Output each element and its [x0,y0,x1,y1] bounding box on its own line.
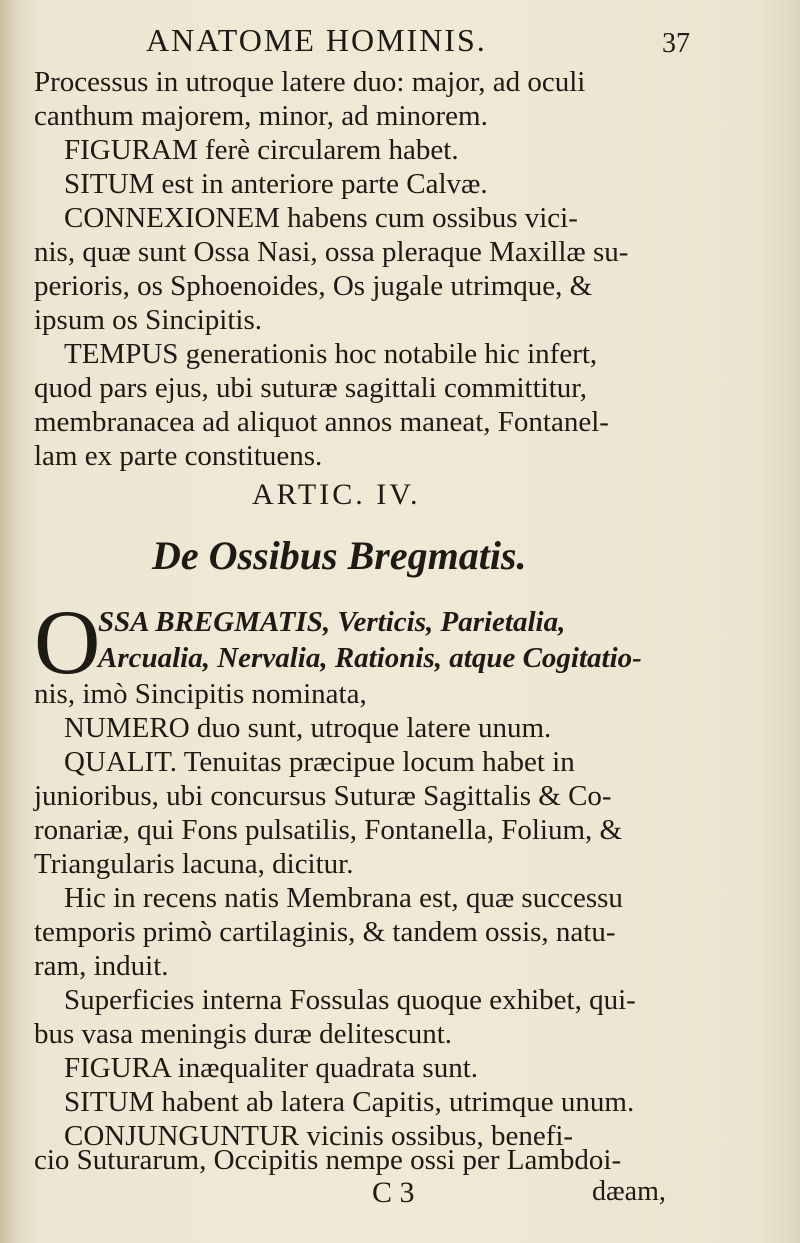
text-line: temporis primò cartilaginis, & tandem ossis, natu- [34,916,616,948]
text-line: membranacea ad aliquot annos maneat, Fontanel- [34,406,609,438]
text-line: nis, quæ sunt Ossa Nasi, ossa pleraque Maxillæ su- [34,236,629,268]
text-line: bus vasa meningis duræ delitescunt. [34,1018,453,1050]
text-line: Superficies interna Fossulas quoque exhibet, qui- [64,984,636,1016]
text-line: Hic in recens natis Membrana est, quæ successu [64,882,623,914]
text-line: TEMPUS generationis hoc notabile hic infert, [64,338,598,370]
text-line: ronariæ, qui Fons pulsatilis, Fontanella, Folium, & [34,814,623,846]
section-title: De Ossibus Bregmatis. [152,533,527,578]
text-line: perioris, os Sphoenoides, Os jugale utrimque, & [34,270,593,302]
text-line: ram, induit. [34,950,169,982]
text-line: CONNEXIONEM habens cum ossibus vici- [64,202,578,234]
text-line: ipsum os Sincipitis. [34,304,263,336]
text-line: NUMERO duo sunt, utroque latere unum. [64,712,552,744]
text-line: SSA BREGMATIS, Verticis, Parietalia, [98,606,566,638]
text-line: CONJUNGUNTUR vicinis ossibus, benefi- [64,1120,574,1152]
drop-capital: O [34,591,101,693]
text-line: SITUM habent ab latera Capitis, utrimque unum. [64,1086,635,1118]
signature-mark: C 3 [372,1176,415,1209]
text-line: cio Suturarum, Occipitis nempe ossi per Lambdoi- [34,1144,622,1176]
text-line: junioribus, ubi concursus Suturæ Sagittalis & Co- [34,780,612,812]
text-line: quod pars ejus, ubi suturæ sagittali committitur, [34,372,588,404]
text-line: SITUM est in anteriore parte Calvæ. [64,168,488,200]
text-line: FIGURA inæqualiter quadrata sunt. [64,1052,479,1084]
catchword: dæam, [592,1176,666,1207]
running-title: ANATOME HOMINIS. [146,22,487,58]
text-line: Processus in utroque latere duo: major, ad oculi [34,66,586,98]
text-line: Arcualia, Nervalia, Rationis, atque Cogitatio- [98,642,642,674]
text-line: QUALIT. Tenuitas præcipue locum habet in [64,746,575,778]
text-line: lam ex parte constituens. [34,440,323,472]
text-line: FIGURAM ferè circularem habet. [64,134,459,166]
page-number: 37 [662,28,690,59]
section-label: ARTIC. IV. [252,478,421,511]
text-line: nis, imò Sincipitis nominata, [34,678,367,710]
text-line: canthum majorem, minor, ad minorem. [34,100,488,132]
page-gutter [0,0,18,1243]
text-line: Triangularis lacuna, dicitur. [34,848,354,880]
